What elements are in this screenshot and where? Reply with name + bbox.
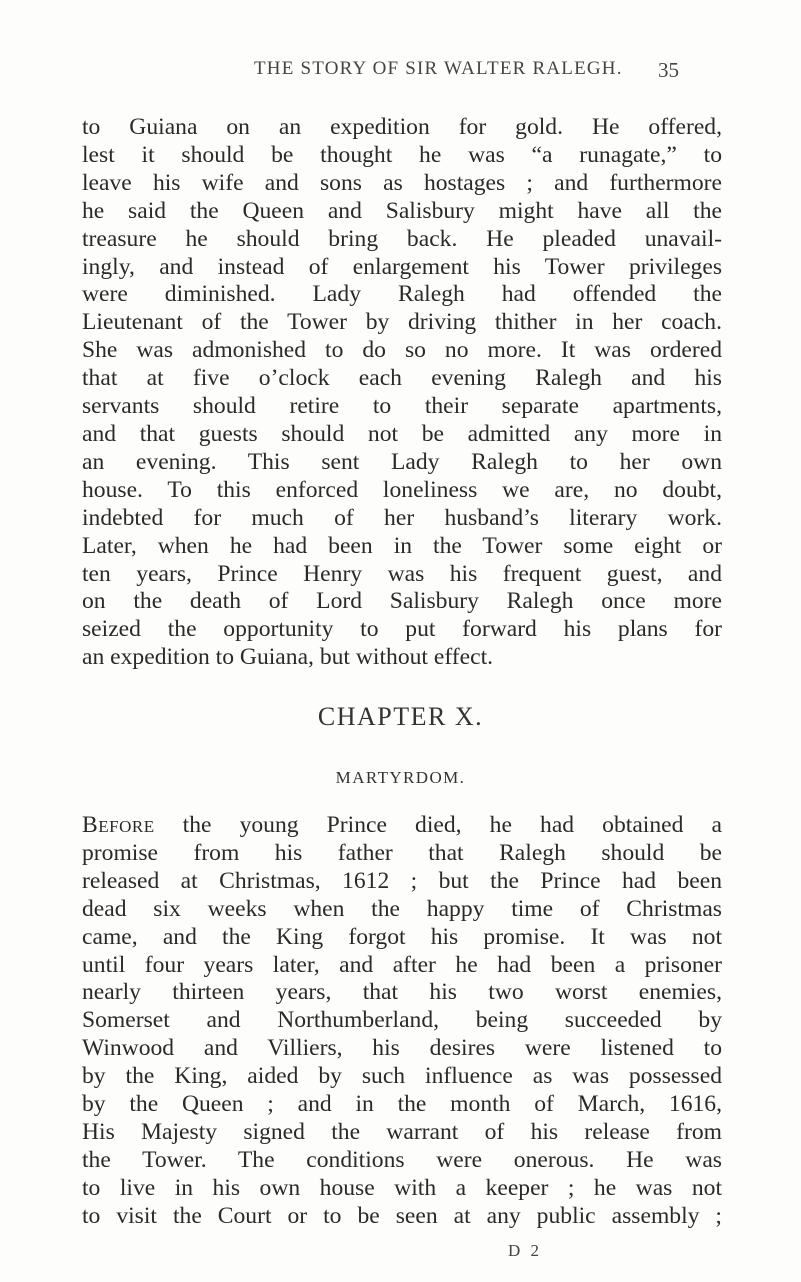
text-line: came, and the King forgot his promise. It was not [82, 923, 722, 950]
chapter-subtitle: MARTYRDOM. [335, 768, 466, 787]
text-line: leave his wife and sons as hostages ; and furthermore [82, 169, 722, 196]
text-line: ten years, Prince Henry was his frequent guest, and [82, 560, 722, 587]
text-line: to live in his own house with a keeper ; he was not [82, 1174, 722, 1201]
chapter-title: CHAPTER X. [317, 702, 484, 731]
text-line: seized the opportunity to put forward his plans for [82, 616, 722, 643]
chapter-opening-paragraph [82, 812, 722, 1231]
paragraph-continued [82, 114, 722, 672]
text-line: he said the Queen and Salisbury might have all the [82, 197, 722, 224]
page-number: 35 [658, 58, 679, 82]
opening-word: Before [82, 812, 155, 838]
text-line: by the Queen ; and in the month of March, 1616, [82, 1091, 722, 1118]
text-line [82, 812, 722, 840]
text-line: Somerset and Northumberland, being succeeded by [82, 1007, 722, 1034]
text-line: an expedition to Guiana, but without effect. [82, 644, 494, 671]
text-line: on the death of Lord Salisbury Ralegh once more [82, 588, 722, 615]
running-head: THE STORY OF SIR WALTER RALEGH. [254, 58, 623, 79]
text-line: released at Christmas, 1612 ; but the Prince had been [82, 867, 722, 894]
text-line: Winwood and Villiers, his desires were listened to [82, 1035, 722, 1062]
text-line: that at five o’clock each evening Ralegh and his [82, 365, 722, 392]
text-line: until four years later, and after he had been a prisoner [82, 951, 722, 978]
text-line: treasure he should bring back. He pleaded unavail- [82, 225, 722, 252]
text-line: Lieutenant of the Tower by driving thither in her coach. [82, 309, 722, 336]
text-line: nearly thirteen years, that his two worst enemies, [82, 979, 722, 1006]
text-line: the Tower. The conditions were onerous. He was [82, 1146, 722, 1173]
text-line: promise from his father that Ralegh should be [82, 839, 722, 866]
text-line: ingly, and instead of enlargement his Tower privileges [82, 253, 722, 280]
text-line: dead six weeks when the happy time of Christmas [82, 895, 722, 922]
text-line: house. To this enforced loneliness we are, no doubt, [82, 476, 722, 503]
text-line: by the King, aided by such influence as was possessed [82, 1063, 722, 1090]
text-line: were diminished. Lady Ralegh had offended the [82, 281, 722, 308]
signature-mark: D 2 [508, 1241, 543, 1260]
text-line: servants should retire to their separate apartments, [82, 393, 722, 420]
text-line: indebted for much of her husband’s literary work. [82, 504, 722, 531]
opening-line-rest: the young Prince died, he had obtained a [154, 812, 722, 838]
text-line: lest it should be thought he was “a runagate,” to [82, 141, 722, 168]
text-line: His Majesty signed the warrant of his release from [82, 1118, 722, 1145]
text-line: to Guiana on an expedition for gold. He offered, [82, 114, 722, 140]
text-line: to visit the Court or to be seen at any public assembly ; [82, 1202, 722, 1229]
text-line: an evening. This sent Lady Ralegh to her own [82, 448, 722, 475]
text-line: Later, when he had been in the Tower some eight or [82, 532, 722, 559]
text-line: and that guests should not be admitted any more in [82, 420, 722, 447]
text-line: She was admonished to do so no more. It was ordered [82, 337, 722, 364]
